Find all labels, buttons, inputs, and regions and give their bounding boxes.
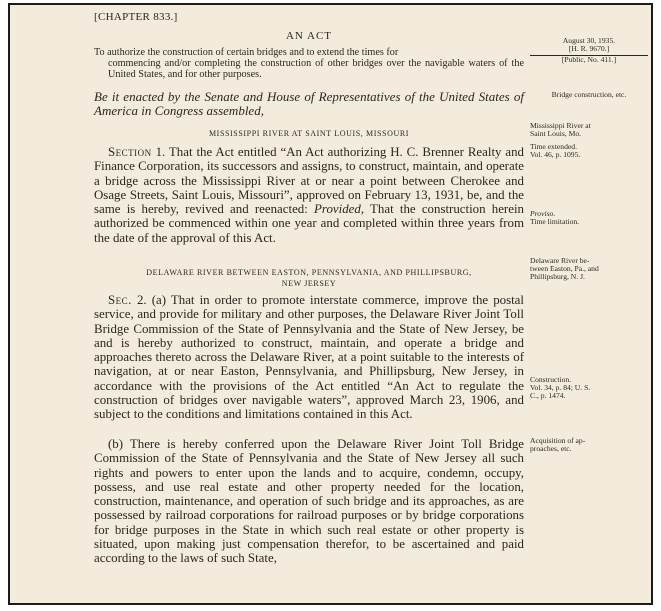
section-label: Section (108, 145, 152, 159)
section-2b-text: (b) There is hereby conferred upon the Delaware River Joint Toll Bridge Commission of the State of Pennsylvania and the State of New Jersey all such rights and powers to enter upon the lands and to acquire, condemn, occupy, possess, and use real estate and other property needed for the location, construction, maintenance, and operation of such bridge and its approaches, as are possessed by railroad corporations for railroad purposes or by bridge corporations for bridge purposes in the State in which such real estate or other property is situated, upon making just compensation therefor, to be ascertained and paid according to the laws of such State, (94, 437, 524, 566)
margin-date: August 30, 1935. (562, 36, 616, 45)
margin-acquisition-1: Acquisition of ap- (530, 436, 586, 445)
margin-acquisition-2: proaches, etc. (530, 444, 572, 453)
section-1-body: That the Act entitled “An Act authorizing H. C. Brenner Realty and Finance Corporation, its successors and assigns, to construct, maintain, and operate a bridge across the Mississippi River at or near a point between Cherokee and Osage Streets, Saint Louis, Missouri”, approved on February 13, 1931, be, and the same is hereby, revived and reenacted: (94, 145, 524, 217)
enacting-clause: Be it enacted by the Senate and House of Representatives of the United States of America in Congress assembled, (94, 89, 524, 118)
margin-bill-number: [H. R. 9670.] (568, 44, 610, 53)
section-2a-text (94, 293, 524, 422)
margin-bridge-construction: Bridge construction, etc. (551, 90, 627, 99)
section-2-heading (94, 267, 524, 289)
section-1-text (94, 145, 524, 245)
margin-vol34-1: Vol. 34, p. 84; U. S. (530, 383, 591, 392)
statute-page (8, 3, 653, 605)
margin-mississippi-1: Mississippi River at (530, 121, 591, 130)
section-number: 2. (136, 293, 147, 307)
proviso-word: Provided, (314, 202, 365, 217)
section-label: Sec. (108, 293, 132, 307)
margin-delaware-3: Phillipsburg, N. J. (530, 272, 585, 281)
section-2-heading-line-1: DELAWARE RIVER BETWEEN EASTON, PENNSYLVANIA, AND PHILLIPSBURG, (146, 268, 472, 277)
section-1-proviso-text: That the construction herein authorized be commenced within one year and completed within three years from the date of the approval of this Act. (94, 202, 524, 245)
chapter-number: [CHAPTER 833.] (94, 11, 178, 23)
margin-time-limitation: Time limitation. (530, 217, 580, 226)
margin-delaware-1: Delaware River be- (530, 256, 590, 265)
margin-construction: Construction. (530, 375, 572, 384)
margin-proviso: Proviso. (530, 209, 556, 218)
purpose-continuation: commencing and/or completing the construction of other bridges over the navigable waters of the United States, and for other purposes. (108, 58, 524, 80)
margin-vol46: Vol. 46, p. 1095. (530, 150, 581, 159)
act-title: AN ACT (285, 30, 333, 42)
margin-vol34-2: C., p. 1474. (530, 391, 566, 400)
margin-public-law: [Public, No. 411.] (561, 55, 617, 64)
act-purpose (94, 47, 524, 80)
purpose-first-line: To authorize the construction of certain bridges and to extend the times for (94, 47, 399, 58)
margin-mississippi-2: Saint Louis, Mo. (530, 129, 582, 138)
section-2a-body: (a) That in order to promote interstate commerce, improve the postal service, and provide for military and other purposes, the Delaware River Joint Toll Bridge Commission of the State of Pennsylvania and the State of New Jersey, be and is hereby authorized to construct, maintain, and operate a bridge and approaches thereto across the Delaware River, at a point suitable to the interests of navigation, at or near Easton, Pennsylvania, and Phillipsburg, New Jersey, in accordance with the provisions of the Act entitled “An Act to regulate the construction of bridges over navigable waters”, approved March 23, 1906, and subject to the conditions and limitations contained in this Act. (94, 293, 524, 422)
margin-time-extended: Time extended. (530, 142, 577, 151)
section-1-heading: MISSISSIPPI RIVER AT SAINT LOUIS, MISSOURI (208, 129, 410, 138)
margin-delaware-2: tween Easton, Pa., and (530, 264, 599, 273)
section-2-heading-line-2: NEW JERSEY (281, 279, 337, 288)
section-number: 1. (155, 145, 166, 159)
